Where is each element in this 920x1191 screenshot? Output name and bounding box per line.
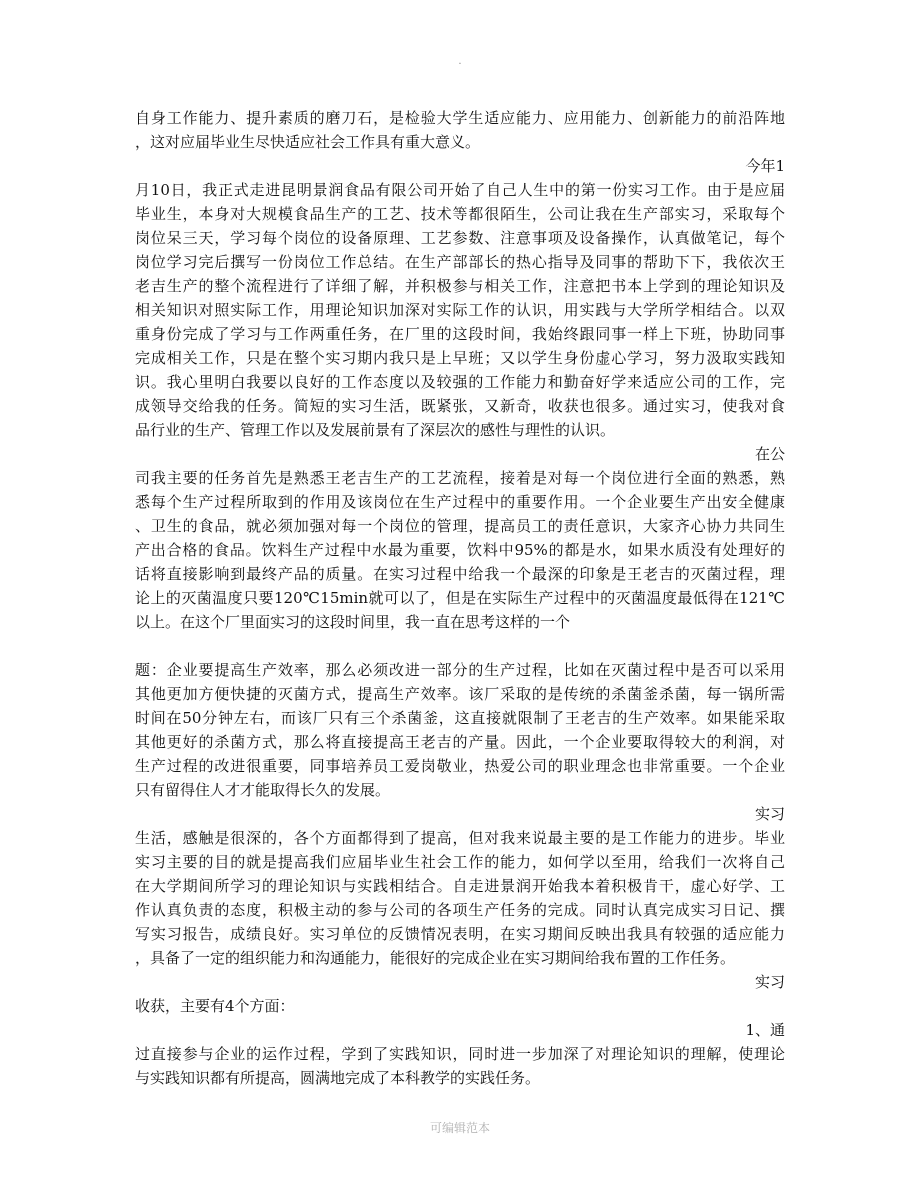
footer-label: 可编辑范本 [429, 1121, 490, 1135]
document-body [135, 106, 785, 1090]
text-line: 作认真负责的态度，积极主动的参与公司的各项生产任务的完成。同时认真完成实习日记、撰 [135, 901, 785, 919]
text-line: 、卫生的食品，就必须加强对每一个岗位的管理，提高员工的责任意识，大家齐心协力共同生 [135, 517, 785, 535]
text-line: 岗位呆三天，学习每个岗位的设备原理、工艺参数、注意事项及设备操作，认真做笔记，每个 [135, 229, 785, 247]
text-line: 完成相关工作，只是在整个实习期内我只是上早班；又以学生身份虚心学习，努力汲取实践知 [135, 349, 785, 367]
text-line: 岗位学习完后撰写一份岗位工作总结。在生产部部长的热心指导及同事的帮助下下，我依次王 [135, 253, 785, 271]
paragraph-lead: 在公 [754, 445, 785, 463]
text-line: 司我主要的任务首先是熟悉王老吉生产的工艺流程，接着是对每一个岗位进行全面的熟悉，熟 [135, 469, 785, 487]
text-line: 悉每个生产过程所取到的作用及该岗位在生产过程中的重要作用。一个企业要生产出安全健康 [135, 493, 785, 511]
text-line: ，这对应届毕业生尽快适应社会工作具有重大意义。 [135, 133, 481, 151]
text-line: 老吉生产的整个流程进行了详细了解，并积极参与相关工作，注意把书本上学到的理论知识及 [135, 277, 785, 295]
text-line: 时间在50分钟左右，而该厂只有三个杀菌釜，这直接就限制了王老吉的生产效率。如果能采取 [135, 709, 785, 727]
text-line: 写实习报告，成绩良好。实习单位的反馈情况表明，在实习期间反映出我具有较强的适应能力 [135, 925, 785, 943]
paragraph-lead: 实习 [754, 805, 785, 823]
text-line: 与实践知识都有所提高，圆满地完成了本科教学的实践任务。 [135, 1069, 541, 1087]
text-line: ，具备了一定的组织能力和沟通能力，能很好的完成企业在实习期间给我布置的工作任务。 [135, 949, 736, 967]
text-line: 月10日，我正式走进昆明景润食品有限公司开始了自己人生中的第一份实习工作。由于是应届 [135, 181, 785, 199]
text-line: 在大学期间所学习的理论知识与实践相结合。自走进景润开始我本着积极肯干，虚心好学、工 [135, 877, 785, 895]
text-line: 毕业生，本身对大规模食品生产的工艺、技术等都很陌生，公司让我在生产部实习，采取每个 [135, 205, 785, 223]
text-line: 实习主要的目的就是提高我们应届毕业生社会工作的能力，如何学以至用，给我们一次将自己 [135, 853, 785, 871]
text-line: 相关知识对照实际工作，用理论知识加深对实际工作的认识，用实践与大学所学相结合。以双 [135, 301, 785, 319]
text-line: 话将直接影响到最终产品的质量。在实习过程中给我一个最深的印象是王老吉的灭菌过程，理 [135, 565, 785, 583]
text-line: 只有留得住人才才能取得长久的发展。 [135, 781, 391, 799]
paragraph-lead: 实习 [754, 973, 785, 991]
text-line: 论上的灭菌温度只要120℃15min就可以了，但是在实际生产过程中的灭菌温度最低得在121℃ [135, 589, 785, 607]
text-line: 生产过程的改进很重要，同事培养员工爱岗敬业，热爱公司的职业理念也非常重要。一个企业 [135, 757, 785, 775]
text-line: 过直接参与企业的运作过程，学到了实践知识，同时进一步加深了对理论知识的理解，使理论 [135, 1045, 785, 1063]
paragraph-gap [135, 634, 785, 658]
header-mark: . [458, 56, 462, 67]
text-line: 成领导交给我的任务。简短的实习生活，既紧张，又新奇，收获也很多。通过实习，使我对食 [135, 397, 785, 415]
text-line: 生活，感触是很深的，各个方面都得到了提高，但对我来说最主要的是工作能力的进步。毕业 [135, 829, 785, 847]
text-line: 重身份完成了学习与工作两重任务，在厂里的这段时间，我始终跟同事一样上下班，协助同事 [135, 325, 785, 343]
text-line: 产出合格的食品。饮料生产过程中水最为重要，饮料中95%的都是水，如果水质没有处理好的 [135, 541, 785, 559]
text-line: 以上。在这个厂里面实习的这段时间里，我一直在思考这样的一个 [135, 613, 571, 631]
paragraph-lead: 1、通 [745, 1021, 785, 1039]
text-line: 品行业的生产、管理工作以及发展前景有了深层次的感性与理性的认识。 [135, 421, 616, 439]
text-line: 其他更加方便快捷的灭菌方式，提高生产效率。该厂采取的是传统的杀菌釜杀菌，每一锅所需 [135, 685, 785, 703]
text-line: 其他更好的杀菌方式，那么将直接提高王老吉的产量。因此，一个企业要取得较大的利润，对 [135, 733, 785, 751]
text-line: 识。我心里明白我要以良好的工作态度以及较强的工作能力和勤奋好学来适应公司的工作，完 [135, 373, 785, 391]
text-line: 自身工作能力、提升素质的磨刀石，是检验大学生适应能力、应用能力、创新能力的前沿阵地 [135, 109, 785, 127]
paragraph-lead: 今年1 [745, 157, 785, 175]
text-line: 收获，主要有4个方面： [135, 997, 295, 1015]
text-line: 题：企业要提高生产效率，那么必须改进一部分的生产过程，比如在灭菌过程中是否可以采用 [135, 661, 785, 679]
